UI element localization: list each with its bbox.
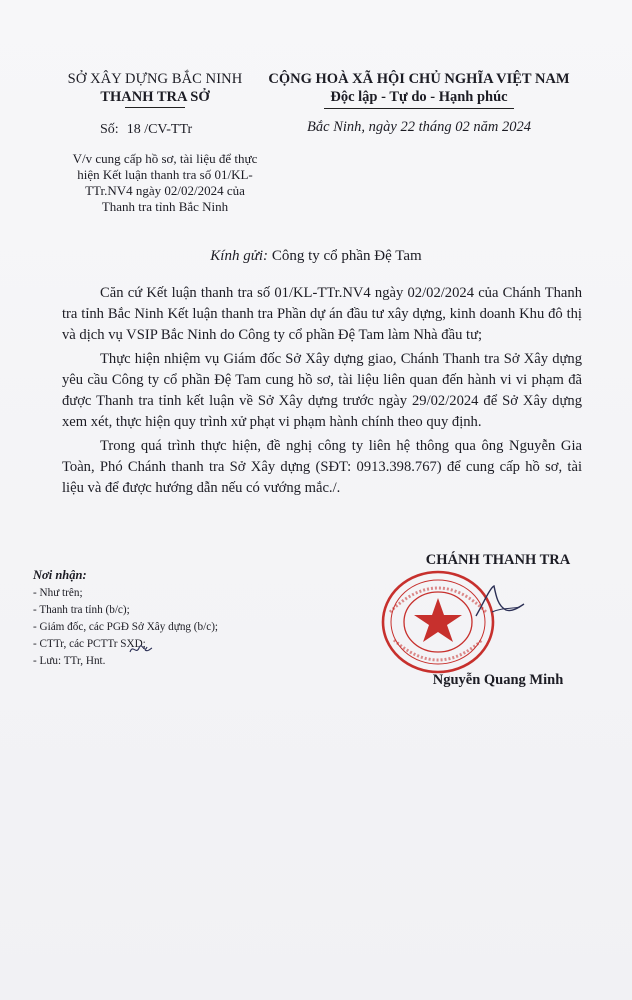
handwritten-signature bbox=[470, 582, 530, 622]
recipient-item: - Thanh tra tỉnh (b/c); bbox=[33, 604, 130, 616]
recipients-block bbox=[33, 567, 313, 670]
recipient-item: - Giám đốc, các PGĐ Sở Xây dựng (b/c); bbox=[33, 621, 219, 633]
recipient-item: - Lưu: TTr, Hnt. bbox=[33, 655, 106, 667]
document-number bbox=[100, 122, 192, 138]
body-paragraph: Thực hiện nhiệm vụ Giám đốc Sở Xây dựng giao, Chánh Thanh tra Sở Xây dựng yêu cầu Công ty cổ phần Đệ Tam cung hồ sơ, tài liệu liên quan đến hành vi vi phạm đã được Thanh tra tỉnh kết luận về Sở Xây dựng trước ngày 29/02/2024 để Sở Xây dựng xem xét, thực hiện quy trình xử phạt vi phạm hành chính theo quy định. bbox=[62, 351, 582, 430]
motto-underline bbox=[324, 108, 514, 109]
signer-title: CHÁNH THANH TRA bbox=[425, 552, 571, 568]
document-subject: V/v cung cấp hồ sơ, tài liệu để thực hiện Kết luận thanh tra số 01/KL-TTr.NV4 ngày 02/02/2024 của Thanh tra tỉnh Bắc Ninh bbox=[72, 151, 258, 214]
body-paragraph: Trong quá trình thực hiện, đề nghị công ty liên hệ thông qua ông Nguyễn Gia Toàn, Phó Chánh thanh tra Sở Xây dựng (SĐT: 0913.398.767) để cung cấp hồ sơ, tài liệu và để được hướng dẫn nếu có vướng mắc./. bbox=[62, 438, 582, 496]
parent-organization: SỞ XÂY DỰNG BẮC NINH bbox=[67, 71, 243, 87]
recipient-item: - Như trên; bbox=[33, 587, 83, 599]
nation-title: CỘNG HOÀ XÃ HỘI CHỦ NGHĨA VIỆT NAM bbox=[268, 71, 570, 87]
recipient-item: - CTTr, các PCTTr SXD; bbox=[33, 638, 146, 650]
recipients-title: Nơi nhận: bbox=[33, 568, 87, 582]
agency-underline bbox=[125, 107, 185, 108]
national-motto: Độc lập - Tự do - Hạnh phúc bbox=[330, 89, 508, 105]
greeting-label: Kính gửi: bbox=[210, 248, 269, 264]
greeting-line bbox=[0, 248, 632, 265]
document-number-label: Số: bbox=[100, 122, 119, 137]
body-paragraph: Căn cứ Kết luận thanh tra số 01/KL-TTr.NV4 ngày 02/02/2024 của Chánh Thanh tra tỉnh Bắc Ninh Kết luận thanh tra Phần dự án đầu tư xây dựng, kinh doanh Khu đô thị và dịch vụ VSIP Bắc Ninh do Công ty cổ phần Đệ Tam làm Nhà đầu tư; bbox=[62, 285, 582, 343]
initials-mark bbox=[128, 640, 154, 658]
document-number-value: 18 /CV-TTr bbox=[126, 122, 193, 137]
national-heading bbox=[258, 70, 580, 109]
letter-body bbox=[62, 283, 582, 502]
signer-name: Nguyễn Quang Minh bbox=[432, 672, 564, 688]
issuing-unit: THANH TRA SỞ bbox=[100, 89, 210, 105]
issuing-agency bbox=[60, 70, 250, 108]
greeting-recipient: Công ty cổ phần Đệ Tam bbox=[271, 248, 422, 264]
document-date: Bắc Ninh, ngày 22 tháng 02 năm 2024 bbox=[307, 119, 531, 135]
